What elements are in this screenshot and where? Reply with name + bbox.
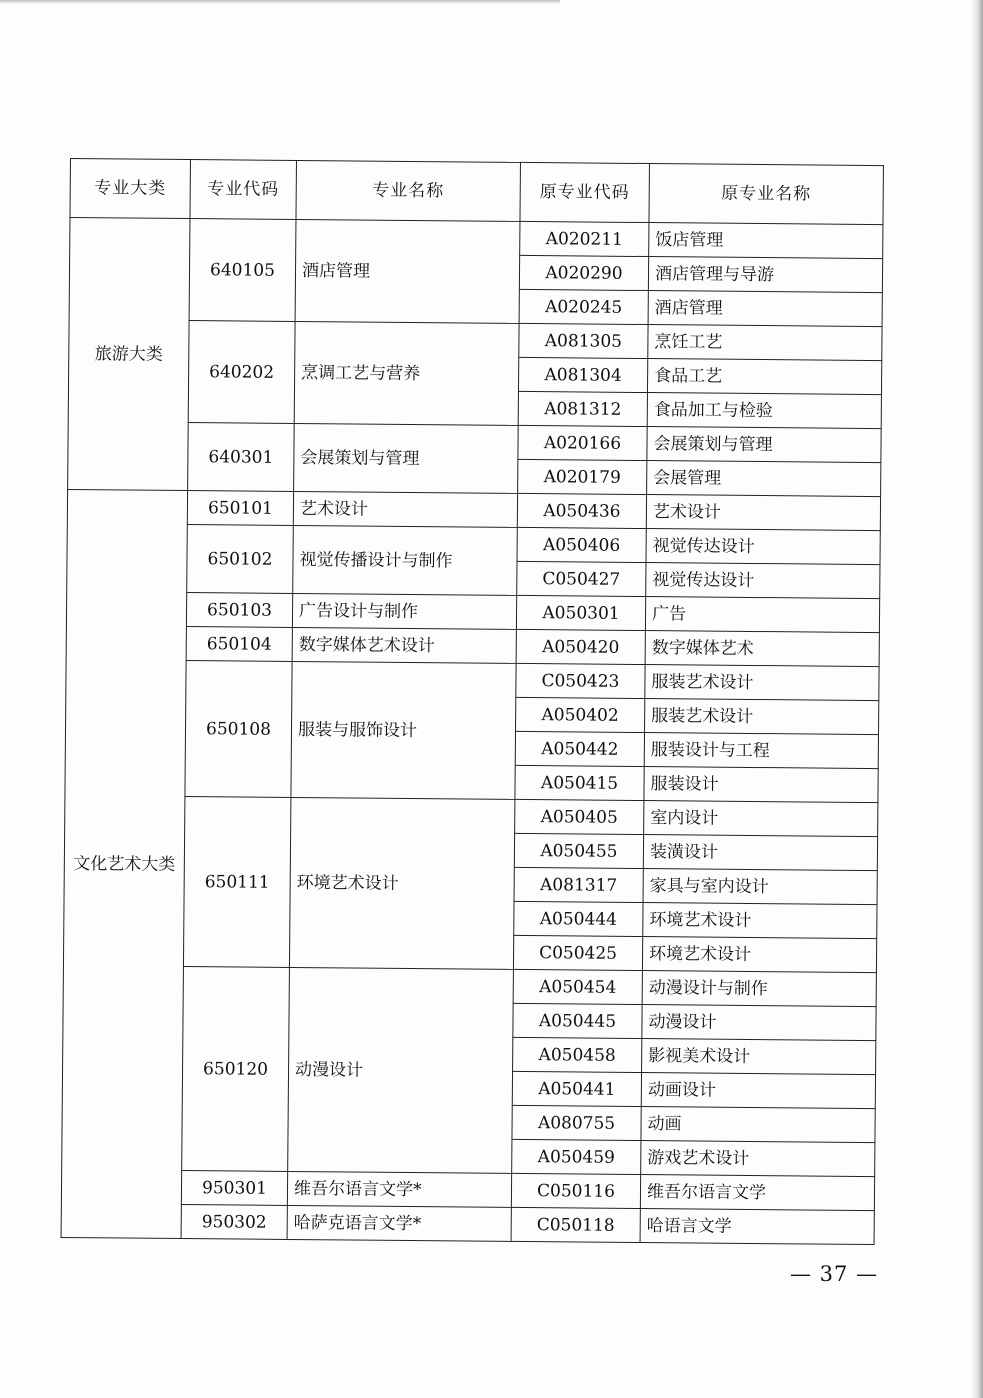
- original-name-cell: 广告: [645, 597, 879, 633]
- original-code-cell: C050116: [511, 1173, 640, 1208]
- original-name-cell: 动画: [641, 1107, 875, 1143]
- original-name-cell: 数字媒体艺术: [645, 631, 879, 667]
- major-name-cell: 动漫设计: [288, 967, 514, 1173]
- major-name-cell: 会展策划与管理: [294, 423, 519, 493]
- header-major-name: 专业名称: [296, 160, 521, 221]
- original-code-cell: A050415: [515, 765, 644, 800]
- major-name-cell: 烹调工艺与营养: [294, 321, 519, 425]
- table-row: [68, 421, 881, 462]
- major-code-cell: 640301: [188, 423, 295, 492]
- original-name-cell: 会展管理: [647, 461, 881, 497]
- original-name-cell: 动漫设计与制作: [642, 971, 876, 1007]
- major-code-cell: 640105: [189, 219, 296, 322]
- original-code-cell: A050444: [514, 901, 643, 936]
- original-code-cell: A050442: [515, 731, 644, 766]
- header-original-name: 原专业名称: [649, 164, 884, 225]
- major-mapping-table: [61, 158, 884, 1245]
- major-code-cell: 640202: [188, 321, 295, 424]
- original-name-cell: 饭店管理: [649, 223, 883, 259]
- original-name-cell: 酒店管理与导游: [648, 257, 882, 293]
- original-code-cell: A050436: [517, 493, 646, 528]
- original-code-cell: A081304: [518, 357, 647, 392]
- original-name-cell: 酒店管理: [648, 291, 882, 327]
- scan-edge-shadow-right: [971, 0, 983, 1398]
- major-name-cell: 数字媒体艺术设计: [292, 627, 516, 663]
- original-name-cell: 视觉传达设计: [646, 563, 880, 599]
- original-code-cell: A050455: [514, 833, 643, 868]
- table-row: [69, 319, 882, 360]
- table-row: [61, 1203, 874, 1244]
- major-name-cell: 哈萨克语言文学*: [287, 1205, 511, 1241]
- original-code-cell: C050118: [511, 1207, 640, 1242]
- original-name-cell: 影视美术设计: [642, 1039, 876, 1075]
- major-code-cell: 650104: [186, 627, 292, 662]
- header-major-code: 专业代码: [190, 160, 297, 220]
- original-name-cell: 动漫设计: [642, 1005, 876, 1041]
- original-code-cell: C050425: [513, 935, 642, 970]
- major-name-cell: 酒店管理: [295, 219, 520, 323]
- original-code-cell: A081312: [518, 391, 647, 426]
- original-code-cell: A020211: [520, 221, 649, 256]
- original-code-cell: A020290: [519, 255, 648, 290]
- major-code-cell: 650120: [182, 967, 290, 1172]
- original-name-cell: 艺术设计: [646, 495, 880, 531]
- original-code-cell: A020166: [518, 425, 647, 460]
- table-row: [65, 795, 878, 836]
- original-code-cell: A050458: [513, 1037, 642, 1072]
- scan-edge-shadow-top: [0, 0, 560, 4]
- table-row: [67, 523, 880, 564]
- original-code-cell: A050420: [516, 629, 645, 664]
- original-code-cell: A020179: [518, 459, 647, 494]
- table-row: [66, 659, 879, 700]
- original-name-cell: 装潢设计: [643, 835, 877, 871]
- original-name-cell: 游戏艺术设计: [641, 1141, 875, 1177]
- original-code-cell: A081305: [519, 323, 648, 358]
- table-row: [70, 218, 883, 259]
- table-row: [63, 965, 876, 1006]
- original-name-cell: 食品工艺: [647, 359, 881, 395]
- original-name-cell: 服装艺术设计: [645, 699, 879, 735]
- major-code-cell: 950301: [181, 1171, 287, 1206]
- table-body: [61, 218, 883, 1245]
- major-name-cell: 服装与服饰设计: [291, 661, 516, 799]
- category-cell: 旅游大类: [68, 218, 190, 491]
- original-code-cell: A020245: [519, 289, 648, 324]
- original-name-cell: 环境艺术设计: [642, 937, 876, 973]
- original-code-cell: A050445: [513, 1003, 642, 1038]
- major-name-cell: 维吾尔语言文学*: [287, 1171, 511, 1207]
- major-name-cell: 视觉传播设计与制作: [293, 525, 518, 595]
- original-code-cell: A080755: [512, 1105, 641, 1140]
- major-name-cell: 艺术设计: [293, 491, 517, 527]
- original-code-cell: A050405: [515, 799, 644, 834]
- major-code-cell: 650108: [185, 661, 292, 798]
- original-name-cell: 家具与室内设计: [643, 869, 877, 905]
- original-code-cell: A050454: [513, 969, 642, 1004]
- original-name-cell: 维吾尔语言文学: [640, 1175, 874, 1211]
- original-code-cell: C050423: [516, 663, 645, 698]
- original-code-cell: A050406: [517, 527, 646, 562]
- original-name-cell: 烹饪工艺: [648, 325, 882, 361]
- original-name-cell: 服装艺术设计: [645, 665, 879, 701]
- original-name-cell: 会展策划与管理: [647, 427, 881, 463]
- original-name-cell: 环境艺术设计: [643, 903, 877, 939]
- original-code-cell: C050427: [517, 561, 646, 596]
- major-code-cell: 650103: [186, 593, 292, 628]
- original-name-cell: 服装设计与工程: [644, 733, 878, 769]
- original-code-cell: A050441: [512, 1071, 641, 1106]
- major-code-cell: 650111: [183, 797, 290, 968]
- original-code-cell: A050402: [516, 697, 645, 732]
- major-code-cell: 950302: [181, 1205, 287, 1240]
- original-name-cell: 哈语言文学: [640, 1209, 874, 1245]
- original-name-cell: 视觉传达设计: [646, 529, 880, 565]
- original-name-cell: 食品加工与检验: [647, 393, 881, 429]
- table-container: [61, 158, 884, 1245]
- major-code-cell: 650101: [187, 491, 293, 526]
- major-name-cell: 广告设计与制作: [292, 593, 516, 629]
- page-number: — 37 —: [790, 1262, 879, 1286]
- header-original-code: 原专业代码: [520, 162, 650, 222]
- header-category: 专业大类: [70, 159, 191, 219]
- category-cell: 文化艺术大类: [61, 489, 188, 1238]
- original-name-cell: 服装设计: [644, 767, 878, 803]
- major-name-cell: 环境艺术设计: [289, 797, 514, 969]
- original-code-cell: A050459: [512, 1139, 641, 1174]
- original-name-cell: 动画设计: [641, 1073, 875, 1109]
- original-name-cell: 室内设计: [644, 801, 878, 837]
- table-header-row: [70, 159, 883, 225]
- original-code-cell: A050301: [516, 595, 645, 630]
- major-code-cell: 650102: [187, 525, 294, 594]
- original-code-cell: A081317: [514, 867, 643, 902]
